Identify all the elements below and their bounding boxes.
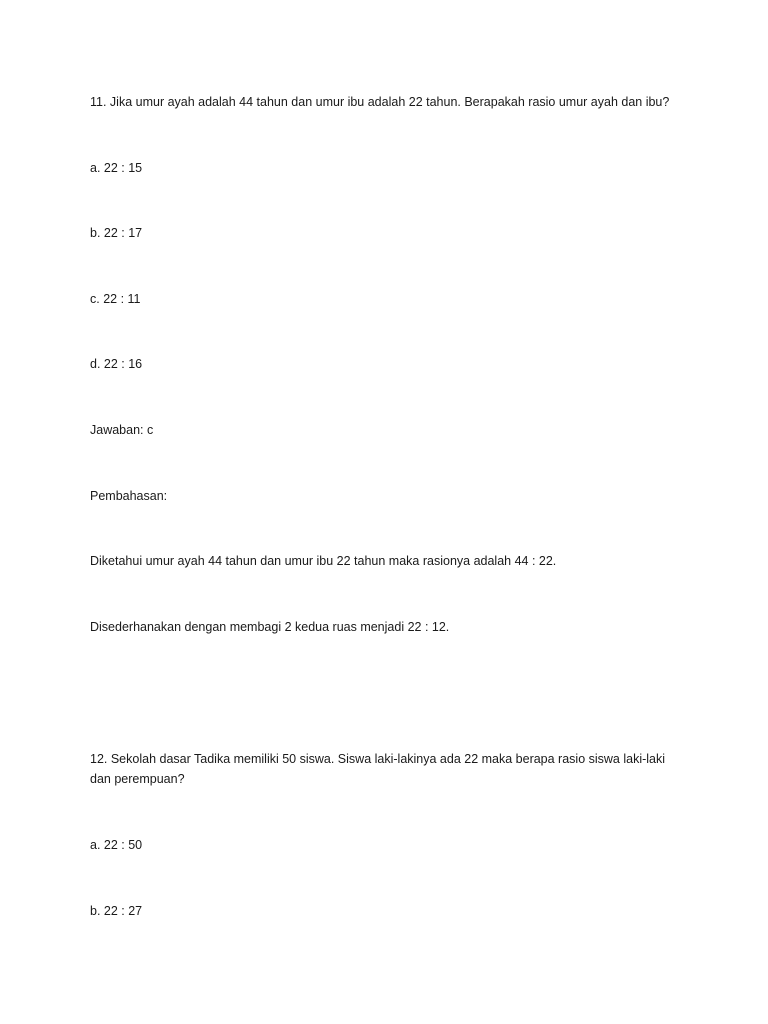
question-11: 11. Jika umur ayah adalah 44 tahun dan umur ibu adalah 22 tahun. Berapakah rasio umur ayah dan ibu? xyxy=(90,95,670,109)
q11-discussion-heading: Pembahasan: xyxy=(90,489,168,503)
q11-discussion-line-1: Diketahui umur ayah 44 tahun dan umur ibu 22 tahun maka rasionya adalah 44 : 22. xyxy=(90,554,557,568)
q11-answer: Jawaban: c xyxy=(90,423,154,437)
q11-option-b: b. 22 : 17 xyxy=(90,226,143,240)
q12-option-b: b. 22 : 27 xyxy=(90,904,143,918)
q12-option-a: a. 22 : 50 xyxy=(90,838,143,852)
question-12: 12. Sekolah dasar Tadika memiliki 50 siswa. Siswa laki-lakinya ada 22 maka berapa rasio siswa laki-laki dan perempuan? xyxy=(90,752,666,786)
q11-option-d: d. 22 : 16 xyxy=(90,357,143,371)
q11-option-a: a. 22 : 15 xyxy=(90,161,143,175)
q11-option-c: c. 22 : 11 xyxy=(90,292,141,306)
q11-discussion-line-2: Disederhanakan dengan membagi 2 kedua ruas menjadi 22 : 12. xyxy=(90,620,450,634)
